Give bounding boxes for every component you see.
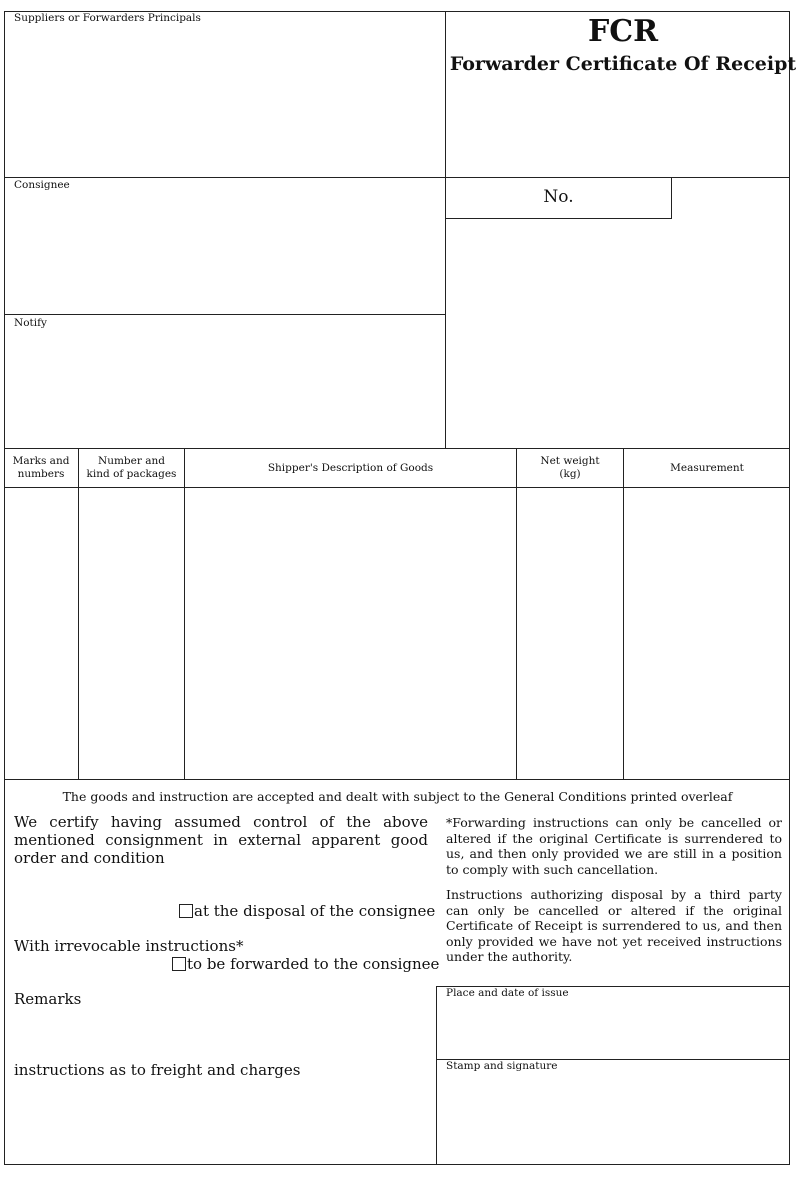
col-header-description: Shipper's Description of Goods <box>267 461 434 474</box>
certification-statement: We certify having assumed control of the above mentioned consignment in external apparent good order and condition <box>14 813 428 867</box>
suppliers-label: Suppliers or Forwarders Principals <box>14 12 201 24</box>
consignee-label: Consignee <box>14 179 70 191</box>
col-header-marks: Marks and numbers <box>12 455 70 480</box>
option-disposal <box>179 902 435 920</box>
form-title: Forwarder Certificate Of Receipt <box>449 53 797 75</box>
number-label: No. <box>543 187 574 207</box>
col-header-packages: Number and kind of packages <box>86 455 177 480</box>
disposal-checkbox[interactable] <box>179 904 193 918</box>
marks-cell[interactable] <box>5 488 78 779</box>
forwarded-label: to be forwarded to the consignee <box>187 955 440 973</box>
col-header-net-weight: Net weight (kg) <box>540 455 600 480</box>
freight-label: instructions as to freight and charges <box>14 1061 301 1079</box>
stamp-signature-label: Stamp and signature <box>446 1060 558 1072</box>
forwarded-checkbox[interactable] <box>172 957 186 971</box>
place-date-label: Place and date of issue <box>446 987 569 999</box>
third-party-note: Instructions authorizing disposal by a third party can only be cancelled or altered if the original Certificate of Receipt is surrendered to us, and then only provided we have not yet received instructions under the authority. <box>446 887 782 964</box>
measurement-cell[interactable] <box>624 488 789 779</box>
remarks-label: Remarks <box>14 990 82 1008</box>
col-header-measurement: Measurement <box>670 461 744 474</box>
form-code: FCR <box>587 14 659 49</box>
disposal-label: at the disposal of the consignee <box>194 902 436 920</box>
net-weight-cell[interactable] <box>517 488 623 779</box>
forwarding-note: *Forwarding instructions can only be cancelled or altered if the original Certificate is surrendered to us, and then only provided we are still in a position to comply with such cancellation. <box>446 815 782 877</box>
suppliers-bottom-line <box>4 177 790 178</box>
notify-label: Notify <box>14 317 47 329</box>
place-date-field[interactable] <box>437 1000 789 1058</box>
option-forwarded <box>172 955 439 973</box>
stamp-signature-field[interactable] <box>437 1074 789 1164</box>
irrevocable-label: With irrevocable instructions* <box>14 937 244 955</box>
packages-cell[interactable] <box>79 488 184 779</box>
general-conditions-notice: The goods and instruction are accepted and dealt with subject to the General Conditions printed overleaf <box>62 789 733 804</box>
description-cell[interactable] <box>185 488 516 779</box>
consignee-bottom-line <box>4 314 445 315</box>
top-center-divider <box>445 11 446 448</box>
table-bottom-line <box>4 779 790 780</box>
